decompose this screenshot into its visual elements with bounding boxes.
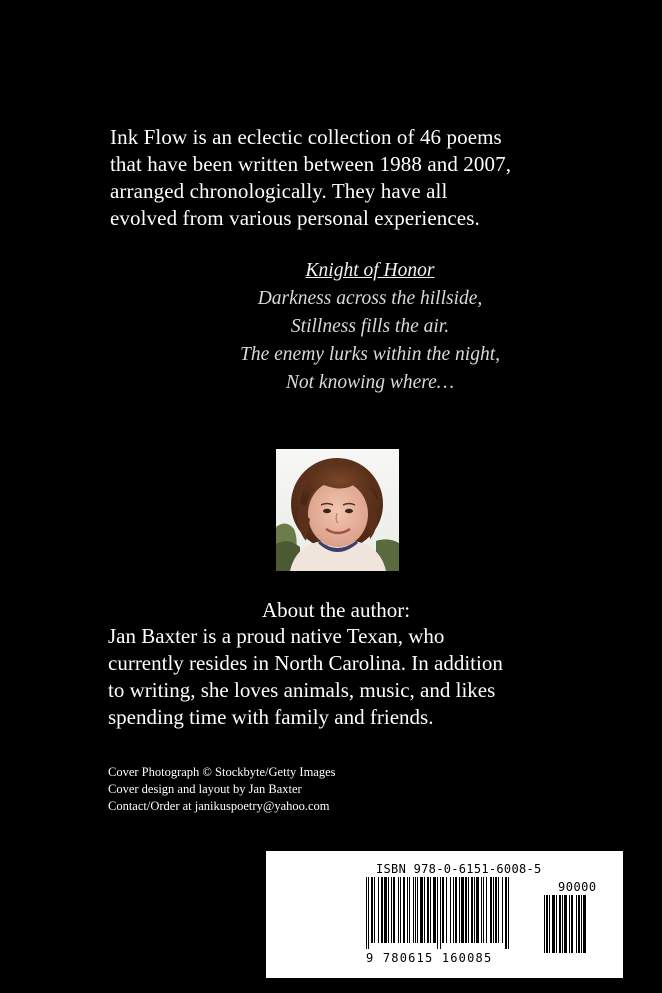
barcode-bar: [433, 877, 436, 943]
barcode-bar: [442, 877, 444, 943]
barcode-bar: [388, 877, 389, 943]
barcode-bar: [495, 877, 497, 943]
barcode-bar: [571, 895, 573, 953]
barcode-bar: [398, 877, 399, 943]
author-photo: [276, 449, 399, 571]
barcode-bar: [468, 877, 469, 943]
barcode-bar: [381, 877, 383, 943]
bio-line: to writing, she loves animals, music, and likes: [108, 678, 496, 702]
barcode-bar: [400, 877, 401, 943]
barcode-bar: [562, 895, 563, 953]
barcode-bar: [578, 895, 580, 953]
barcode-bar: [552, 895, 555, 953]
poem-line: Not knowing where…: [285, 372, 455, 393]
barcode-bar: [409, 877, 410, 943]
barcode-bar: [417, 877, 418, 943]
description-line: that have been written between 1988 and 2007,: [110, 152, 512, 176]
barcode-bar: [371, 877, 373, 943]
barcode-bar: [391, 877, 392, 943]
barcode-bar: [502, 877, 503, 943]
barcode-bar: [576, 895, 577, 953]
barcode-bar: [403, 877, 405, 943]
about-author-heading: About the author:: [262, 598, 411, 622]
author-portrait-icon: [276, 449, 399, 571]
price-addon-bars: [544, 895, 606, 953]
barcode-bar: [569, 895, 570, 953]
barcode-bar: [384, 877, 387, 943]
credit-line: Cover Photograph © Stockbyte/Getty Images: [108, 765, 336, 779]
barcode-bar: [420, 877, 423, 943]
bio-line: Jan Baxter is a proud native Texan, who: [108, 624, 445, 648]
barcode-bar: [378, 877, 379, 943]
barcode-bar: [368, 877, 369, 949]
description-line: arranged chronologically. They have all: [110, 179, 448, 203]
barcode-bar: [407, 877, 408, 943]
barcode-bar: [465, 877, 467, 943]
poem-title: Knight of Honor: [305, 260, 435, 281]
barcode-bar: [490, 877, 492, 943]
barcode-bar: [450, 877, 451, 943]
price-code: 90000: [558, 880, 597, 894]
barcode-bar: [440, 877, 441, 949]
barcode-bar: [446, 877, 447, 943]
ean-digits: 9 780615 160085: [366, 951, 493, 965]
barcode-bar: [413, 877, 414, 943]
barcode-bar: [393, 877, 395, 943]
barcode-bar: [546, 895, 548, 953]
barcode-bar: [481, 877, 482, 943]
barcode-bar: [564, 895, 567, 953]
barcode-bar: [424, 877, 425, 943]
description-line: evolved from various personal experiences.: [110, 206, 480, 230]
isbn-label: ISBN 978-0-6151-6008-5: [376, 862, 542, 876]
bio-line: currently resides in North Carolina. In addition: [108, 651, 503, 675]
credit-line: Contact/Order at janikuspoetry@yahoo.com: [108, 799, 330, 813]
poem-line: Darkness across the hillside,: [257, 288, 483, 309]
barcode-bar: [583, 895, 586, 953]
barcode-bar: [549, 895, 550, 953]
barcode-bar: [471, 877, 473, 943]
barcode-bar: [459, 877, 460, 943]
cover-credits: [108, 764, 336, 815]
barcode-bar: [461, 877, 464, 943]
barcode-bar: [559, 895, 561, 953]
poem-excerpt: [130, 257, 610, 397]
barcode-bar: [366, 877, 367, 949]
ean-barcode-bars: [366, 877, 542, 953]
barcode-bar: [374, 877, 375, 943]
barcode-bar: [453, 877, 454, 943]
barcode-bar: [493, 877, 494, 943]
barcode-bar: [486, 877, 487, 943]
barcode-bar: [415, 877, 416, 943]
barcode-bar: [581, 895, 582, 953]
barcode-bar: [556, 895, 557, 953]
author-bio: [108, 623, 598, 731]
barcode-bar: [505, 877, 507, 949]
credit-line: Cover design and layout by Jan Baxter: [108, 782, 302, 796]
barcode-bar: [476, 877, 479, 943]
barcode-bar: [455, 877, 457, 943]
barcode-bar: [474, 877, 475, 943]
barcode-bar: [483, 877, 484, 943]
barcode-bar: [430, 877, 431, 943]
barcode-bar: [544, 895, 545, 953]
isbn-barcode: [266, 851, 623, 978]
barcode-bar: [508, 877, 509, 949]
barcode-bar: [427, 877, 429, 943]
book-description: [110, 124, 580, 232]
barcode-bar: [437, 877, 438, 949]
poem-line: Stillness fills the air.: [290, 316, 450, 337]
poem-line: The enemy lurks within the night,: [240, 344, 500, 365]
barcode-bar: [498, 877, 499, 943]
description-line: Ink Flow is an eclectic collection of 46 poems: [110, 125, 502, 149]
bio-line: spending time with family and friends.: [108, 705, 434, 729]
